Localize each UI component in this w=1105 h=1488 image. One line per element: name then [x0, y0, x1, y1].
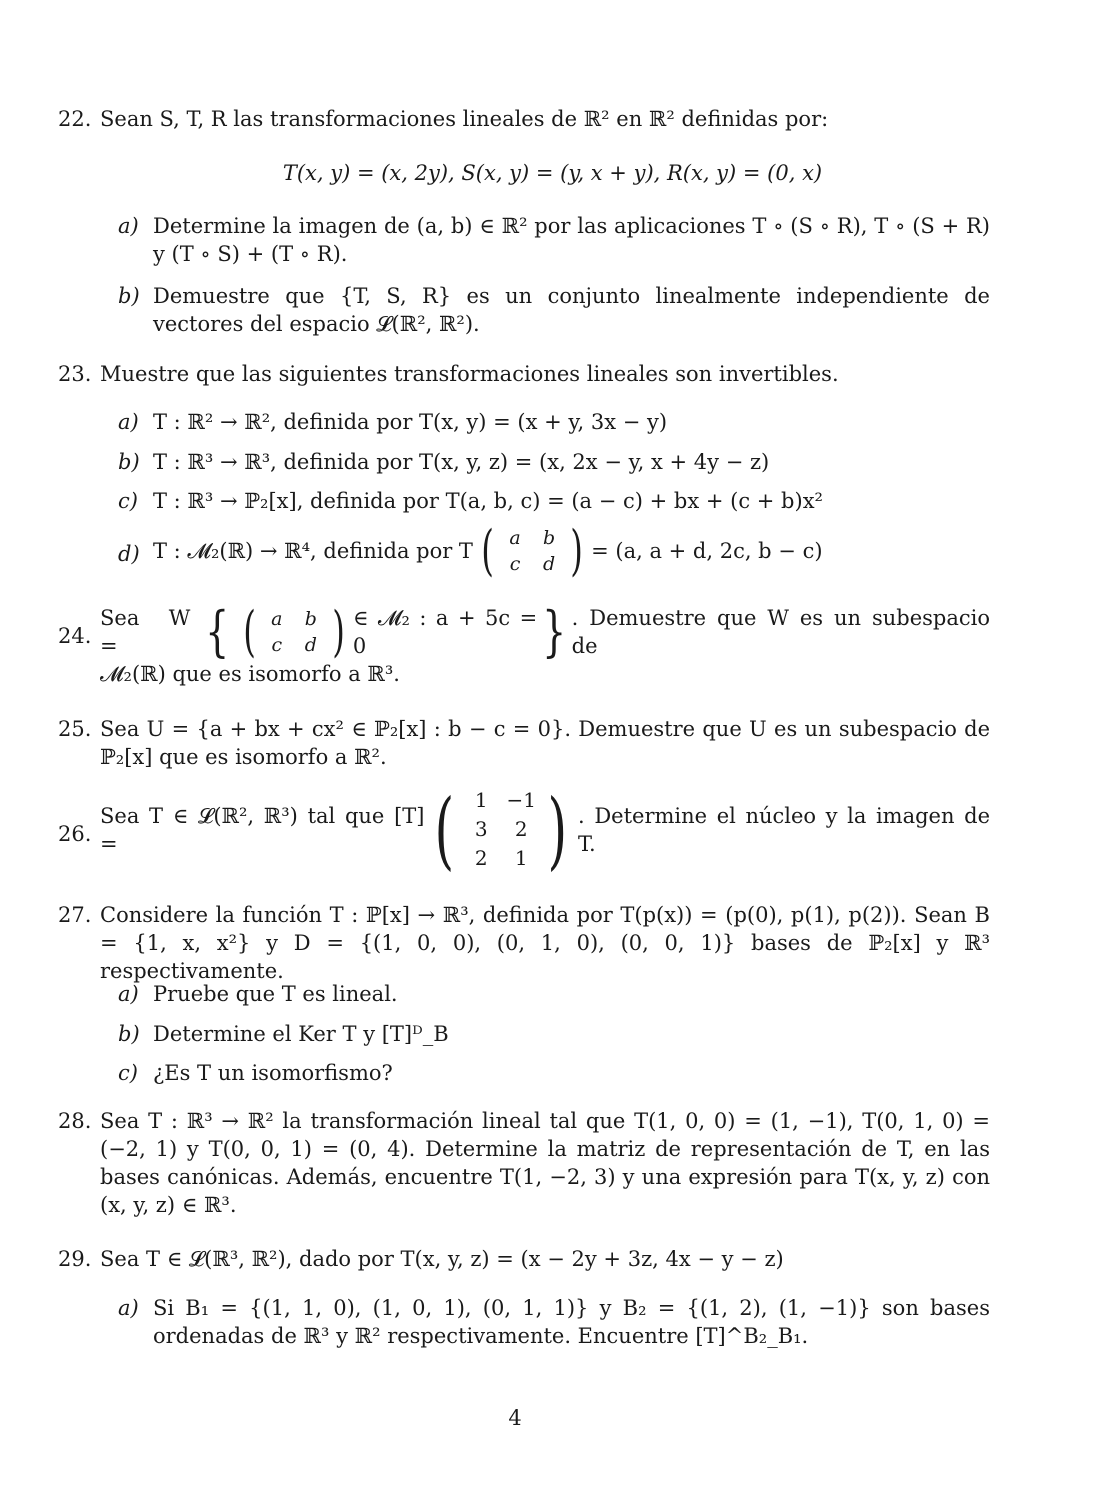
item-text: [153, 519, 990, 582]
matrix-entries: [461, 786, 541, 873]
matrix-entry: a: [271, 608, 283, 630]
item-text: T : ℝ³ → ℝ³, definida por T(x, y, z) = (x, 2x − y, x + 4y − z): [153, 450, 770, 474]
page-number: 4: [508, 1406, 522, 1430]
exercise-text-line2: 𝓜₂(ℝ) que es isomorfo a ℝ³.: [100, 662, 400, 686]
matrix-entry: c: [509, 553, 521, 575]
item-label: c): [118, 489, 138, 513]
matrix-entries: [498, 525, 566, 577]
matrix-entry: 1: [514, 846, 528, 870]
item-label: d): [118, 542, 140, 566]
item-text: Pruebe que T es lineal.: [153, 982, 398, 1006]
exercise-number: 25.: [58, 717, 92, 741]
exercise-number: 27.: [58, 903, 92, 927]
item-text: Demuestre que {T, S, R} es un conjunto linealmente independiente de vectores del espacio 𝓛(ℝ², ℝ²).: [153, 284, 990, 336]
exercise-23-b: [118, 448, 990, 476]
exercise-number: 29.: [58, 1247, 92, 1271]
matrix-3x2: [428, 780, 574, 879]
right-paren: ): [547, 780, 568, 879]
matrix-entry: a: [509, 527, 521, 549]
item-text: Determine el Ker T y [T]ᴰ_B: [153, 1022, 449, 1046]
exercise-26: [58, 780, 990, 879]
matrix-entry: b: [542, 527, 556, 549]
item-label: c): [118, 1061, 138, 1085]
exercise-text: Sea U = {a + bx + cx² ∈ ℙ₂[x] : b − c = 0}. Demuestre que U es un subespacio de ℙ₂[x] que es isomorfo a ℝ².: [100, 717, 990, 769]
exercise-25: [58, 715, 990, 771]
set-condition: ∈ 𝓜₂ : a + 5c = 0: [352, 606, 538, 658]
right-paren: ): [570, 519, 583, 582]
exercise-23-d: [118, 519, 990, 582]
item-text: T : ℝ³ → ℙ₂[x], definida por T(a, b, c) = (a − c) + bx + (c + b)x²: [153, 489, 823, 513]
matrix-entry: b: [304, 608, 317, 630]
exercise-23-c: [118, 487, 990, 515]
exercise-text: Sea T ∈ 𝓛(ℝ³, ℝ²), dado por T(x, y, z) = (x − 2y + 3z, 4x − y − z): [100, 1247, 784, 1271]
item-text: Determine la imagen de (a, b) ∈ ℝ² por las aplicaciones T ∘ (S ∘ R), T ∘ (S + R) y (T ∘ S) + (T ∘ R).: [153, 214, 990, 266]
exercise-number: 26.: [58, 822, 92, 846]
matrix-entries: [260, 606, 328, 658]
left-brace: {: [205, 600, 230, 663]
exercise-27-a: [118, 980, 990, 1008]
matrix-entry: −1: [506, 788, 536, 812]
item-text: ¿Es T un isomorfismo?: [153, 1061, 393, 1085]
exercise-29: [58, 1245, 990, 1273]
exercise-27-b: [118, 1020, 990, 1048]
exercise-22-b: [118, 282, 990, 338]
right-brace: }: [542, 600, 567, 663]
item-label: b): [118, 1022, 140, 1046]
left-paren: (: [242, 600, 256, 663]
left-paren: (: [435, 780, 455, 879]
exercise-text: Muestre que las siguientes transformaciones lineales son invertibles.: [100, 362, 839, 386]
item-label: a): [118, 214, 139, 238]
matrix-entry: 1: [474, 788, 488, 812]
item-label: a): [118, 410, 139, 434]
matrix-entry: 2: [514, 817, 528, 841]
exercise-number: 22.: [58, 107, 92, 131]
exercise-text: Considere la función T : ℙ[x] → ℝ³, definida por T(p(x)) = (p(0), p(1), p(2)). Sean B = {1, x, x²} y D = {(1, 0, 0), (0, 1, 0), (0, 0, 1)} bases de ℙ₂[x] y ℝ³ respectivamente.: [100, 903, 990, 983]
set-suffix: . Demuestre que W es un subespacio de: [571, 606, 990, 658]
exercise-text: [100, 780, 990, 879]
matrix-entry: c: [271, 634, 283, 656]
item-text: Si B₁ = {(1, 1, 0), (1, 0, 1), (0, 1, 1)} y B₂ = {(1, 2), (1, −1)} son bases ordenadas de ℝ³ y ℝ² respectivamente. Encuentre [T]^B₂_B₁.: [153, 1296, 990, 1348]
matrix-entry: d: [542, 553, 556, 575]
item-label: a): [118, 982, 139, 1006]
set-prefix: Sea W =: [100, 606, 191, 658]
exercise-text: Sean S, T, R las transformaciones lineales de ℝ² en ℝ² definidas por:: [100, 107, 829, 131]
right-paren: ): [332, 600, 345, 663]
matrix-2x2: [239, 600, 349, 663]
exercise-number: 28.: [58, 1109, 92, 1133]
item-text: T : ℝ² → ℝ², definida por T(x, y) = (x + y, 3x − y): [153, 410, 668, 434]
exercise-27-c: [118, 1059, 990, 1087]
exercise-24: [58, 600, 990, 688]
matrix-entry: d: [304, 634, 317, 656]
matrix-2x2: [477, 519, 587, 582]
exercise-22: [58, 105, 990, 133]
formula-prefix: Sea T ∈ 𝓛(ℝ², ℝ³) tal que [T] =: [100, 803, 425, 856]
exercise-28: [58, 1107, 990, 1219]
formula-suffix: . Determine el núcleo y la imagen de T.: [578, 803, 990, 856]
exercise-text: [100, 600, 990, 663]
formula-prefix: T : 𝓜₂(ℝ) → ℝ⁴, definida por T: [153, 539, 473, 563]
matrix-entry: 3: [474, 817, 488, 841]
exercise-23-a: [118, 408, 990, 436]
exercise-number: 24.: [58, 624, 92, 648]
exercise-22-a: [118, 212, 990, 268]
item-label: b): [118, 284, 140, 308]
exercise-text: Sea T : ℝ³ → ℝ² la transformación lineal tal que T(1, 0, 0) = (1, −1), T(0, 1, 0) = (−2, 1) y T(0, 0, 1) = (0, 4). Determine la matriz de representación de T, en las bases canónicas. Además, encuentre T(1, −2, 3) y una expresión para T(x, y, z) con (x, y, z) ∈ ℝ³.: [100, 1109, 990, 1217]
display-equation: T(x, y) = (x, 2y), S(x, y) = (y, x + y), R(x, y) = (0, x): [282, 161, 823, 185]
exercise-23: [58, 360, 990, 388]
exercise-27: [58, 901, 990, 985]
item-label: a): [118, 1296, 139, 1320]
left-paren: (: [481, 519, 494, 582]
formula-suffix: = (a, a + d, 2c, b − c): [591, 539, 823, 563]
exercise-number: 23.: [58, 362, 92, 386]
item-label: b): [118, 450, 140, 474]
matrix-entry: 2: [474, 846, 488, 870]
exercise-29-a: [118, 1294, 990, 1350]
